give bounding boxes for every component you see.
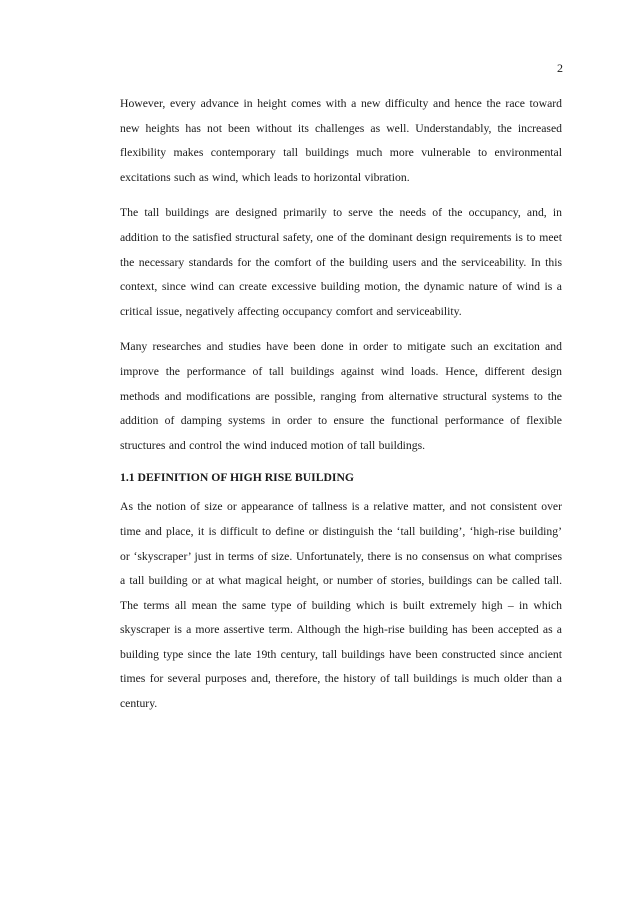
section-heading: 1.1 DEFINITION OF HIGH RISE BUILDING <box>120 471 355 485</box>
paragraph-definition: As the notion of size or appearance of tallness is a relative matter, and not consistent over time and place, it is difficult to define or distinguish the ‘tall building’, ‘high-rise building’ or ‘skyscraper’ just in terms of size. Unfortunately, there is no consensus on what comprises a tall building or at what magical height, or number of stories, buildings can be called tall. The terms all mean the same type of building which is built extremely high – in which skyscraper is a more assertive term. Although the high-rise building has been accepted as a building type since the late 19th century, tall buildings have been constructed since ancient times for several purposes and, therefore, the history of tall buildings is much older than a century. <box>120 500 562 711</box>
page-number: 2 <box>557 61 563 75</box>
paragraph-height-challenges: However, every advance in height comes with a new difficulty and hence the race toward new heights has not been without its challenges as well. Understandably, the increased flexibility makes contemporary tall buildings much more vulnerable to environmental excitations such as wind, which leads to horizontal vibration. <box>120 97 562 184</box>
document-body <box>120 92 562 717</box>
paragraph-occupancy-comfort: The tall buildings are designed primarily to serve the needs of the occupancy, and, in addition to the satisfied structural safety, one of the dominant design requirements is to meet the necessary standards for the comfort of the building users and the serviceability. In this context, since wind can create excessive building motion, the dynamic nature of wind is a critical issue, negatively affecting occupancy comfort and serviceability. <box>120 206 562 318</box>
paragraph-mitigation-methods: Many researches and studies have been done in order to mitigate such an excitation and improve the performance of tall buildings against wind loads. Hence, different design methods and modifications are possible, ranging from alternative structural systems to the addition of damping systems in order to ensure the functional performance of flexible structures and control the wind induced motion of tall buildings. <box>120 340 562 452</box>
